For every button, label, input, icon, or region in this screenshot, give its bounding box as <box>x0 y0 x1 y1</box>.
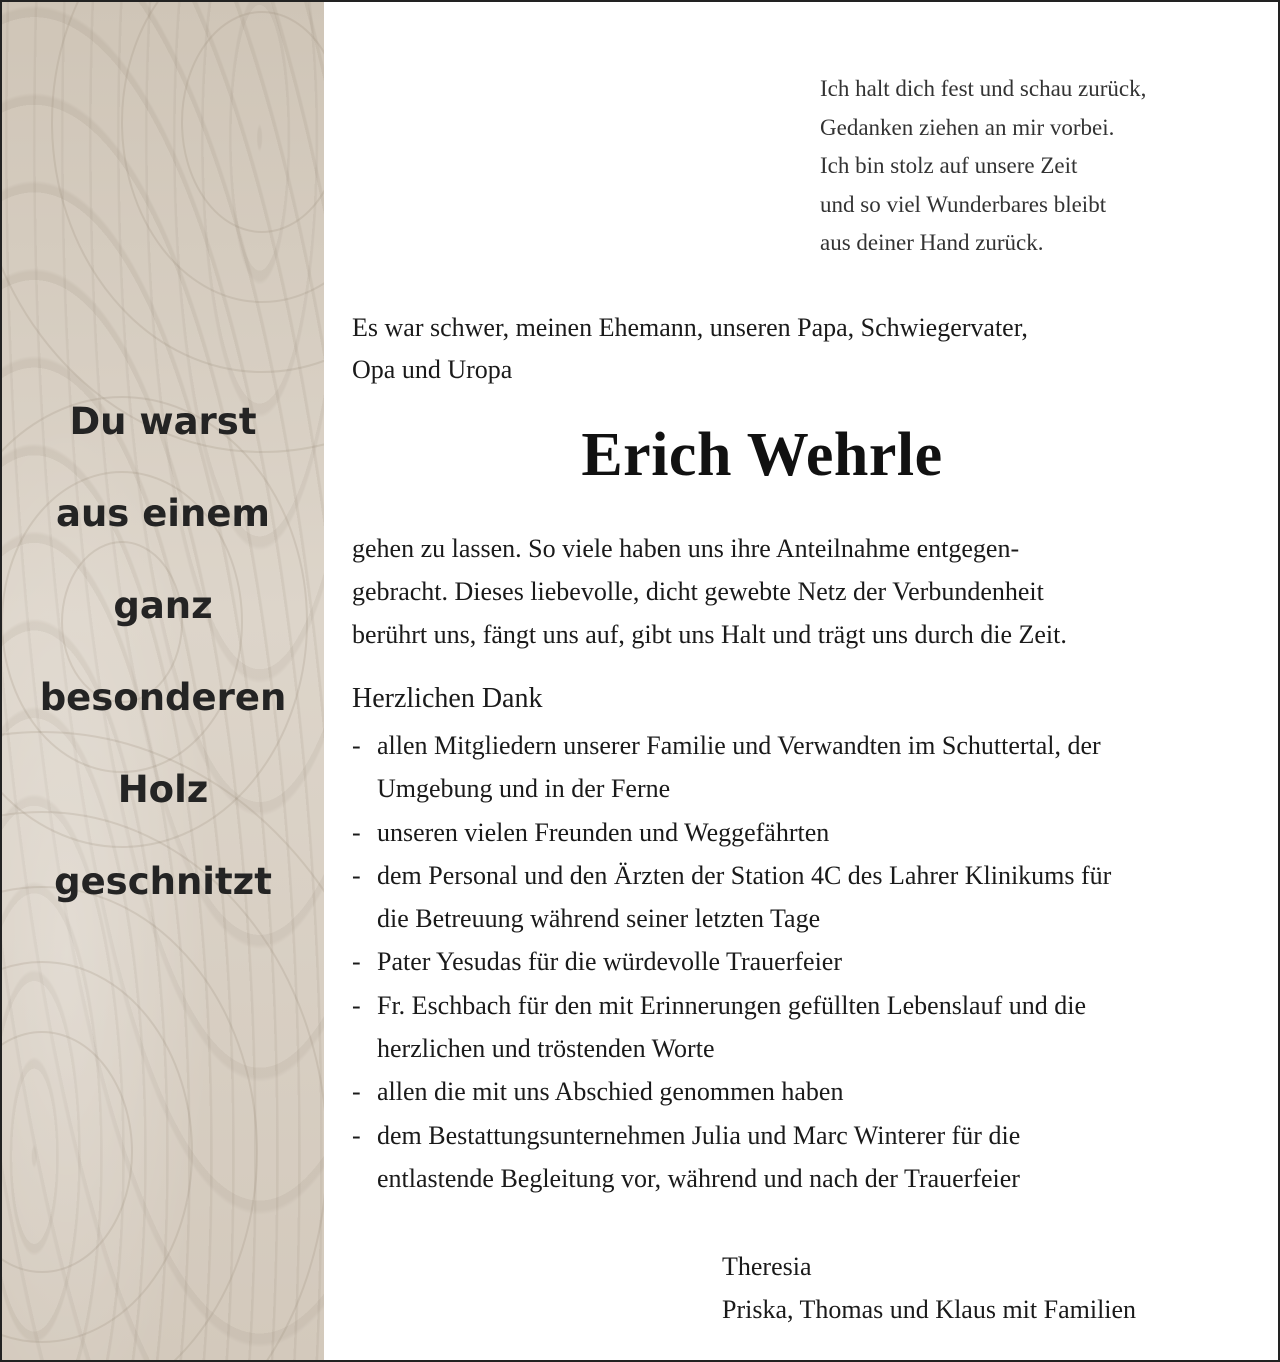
thanks-list <box>352 724 1111 1200</box>
intro-line: Es war schwer, meinen Ehemann, unseren Papa, Schwiegervater, <box>352 313 1028 342</box>
list-item-line: dem Personal und den Ärzten der Station 4C des Lahrer Klinikums für <box>377 860 1112 890</box>
thanks-heading: Herzlichen Dank <box>352 683 543 714</box>
list-item <box>352 1070 1111 1113</box>
side-word: Du warst <box>69 400 257 443</box>
deceased-name: Erich Wehrle <box>581 421 943 489</box>
intro-paragraph <box>352 307 1028 391</box>
wood-texture-panel <box>2 2 324 1360</box>
side-word: Holz <box>117 768 209 811</box>
side-word: besonderen <box>39 676 287 719</box>
poem-line: Ich halt dich fest und schau zurück, <box>820 76 1147 101</box>
poem-line: und so viel Wunderbares bleibt <box>820 191 1107 217</box>
signature-block <box>722 1245 1136 1331</box>
body-paragraph <box>352 527 1067 656</box>
list-item <box>352 724 1111 811</box>
list-item <box>352 940 1111 983</box>
list-bullet: - <box>352 731 361 760</box>
poem-line: Ich bin stolz auf unsere Zeit <box>820 153 1078 178</box>
list-item-line: dem Bestattungsunternehmen Julia und Marc Winterer für die <box>377 1120 1021 1150</box>
poem-line: aus deiner Hand zurück. <box>820 230 1044 255</box>
poem-line: Gedanken ziehen an mir vorbei. <box>820 114 1115 140</box>
list-bullet: - <box>352 990 361 1020</box>
list-item <box>352 984 1111 1071</box>
list-bullet: - <box>352 860 361 890</box>
list-bullet: - <box>352 1077 361 1107</box>
signature-line: Priska, Thomas und Klaus mit Familien <box>722 1295 1137 1324</box>
list-bullet: - <box>352 817 361 847</box>
side-word: ganz <box>113 584 213 627</box>
side-word: geschnitzt <box>54 860 272 903</box>
list-item-line: die Betreuung während seiner letzten Tage <box>377 904 821 934</box>
signature-line: Theresia <box>722 1252 812 1281</box>
poem <box>820 70 1146 263</box>
side-panel-text <box>2 394 324 946</box>
list-item-line: unseren vielen Freunden und Weggefährten <box>377 817 830 847</box>
side-word: aus einem <box>56 492 270 535</box>
list-item-line: Pater Yesudas für die würdevolle Trauerfeier <box>377 947 843 977</box>
intro-line: Opa und Uropa <box>352 355 513 384</box>
list-item-line: Umgebung und in der Ferne <box>377 774 671 804</box>
list-item <box>352 1114 1111 1201</box>
body-line: gebracht. Dieses liebevolle, dicht gewebte Netz der Verbundenheit <box>352 577 1044 606</box>
list-item-line: entlastende Begleitung vor, während und nach der Trauerfeier <box>377 1163 1020 1193</box>
list-bullet: - <box>352 1120 361 1150</box>
list-item <box>352 811 1111 854</box>
list-item-line: herzlichen und tröstenden Worte <box>377 1034 715 1064</box>
body-line: berührt uns, fängt uns auf, gibt uns Halt und trägt uns durch die Zeit. <box>352 620 1067 649</box>
body-line: gehen zu lassen. So viele haben uns ihre Anteilnahme entgegen- <box>352 534 1020 563</box>
list-item-line: Fr. Eschbach für den mit Erinnerungen gefüllten Lebenslauf und die <box>377 990 1087 1020</box>
list-bullet: - <box>352 947 361 977</box>
list-item-line: allen Mitgliedern unserer Familie und Verwandten im Schuttertal, der <box>377 731 1101 760</box>
list-item <box>352 854 1111 941</box>
list-item-line: allen die mit uns Abschied genommen haben <box>377 1077 844 1107</box>
